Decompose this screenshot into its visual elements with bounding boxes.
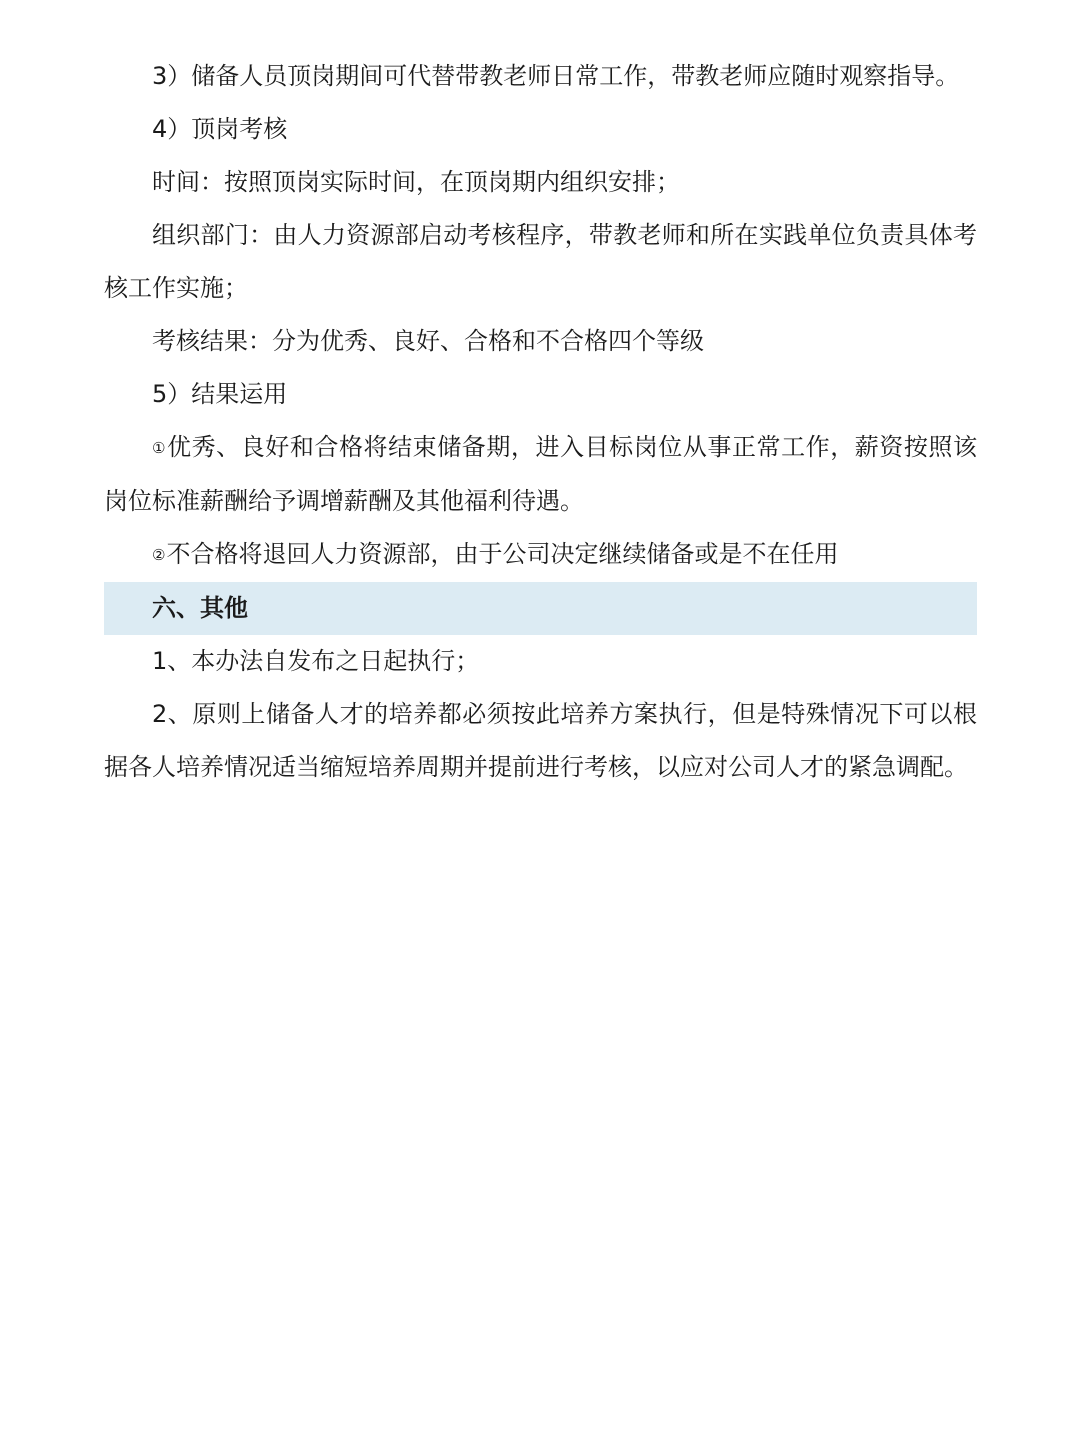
paragraph-assessment-time: 时间：按照顶岗实际时间，在顶岗期内组织安排； (152, 168, 680, 196)
result-item-pass (104, 421, 977, 528)
result-item-fail (104, 528, 977, 582)
paragraph-training-principle: 2、原则上储备人才的培养都必须按此培养方案执行，但是特殊情况下可以根据各人培养情况适当缩短培养周期并提前进行考核，以应对公司人才的紧急调配。 (104, 700, 977, 781)
result-item-text: 不合格将退回人力资源部，由于公司决定继续储备或是不在任用 (166, 540, 839, 568)
section-heading-other: 六、其他 (104, 582, 977, 635)
item-marker: ① (152, 439, 167, 457)
document-body (104, 50, 977, 794)
paragraph-assessment-result: 考核结果：分为优秀、良好、合格和不合格四个等级 (152, 327, 704, 355)
paragraph-result-usage-heading: 5）结果运用 (152, 380, 288, 408)
result-item-text: 优秀、良好和合格将结束储备期，进入目标岗位从事正常工作，薪资按照该岗位标准薪酬给予调增薪酬及其他福利待遇。 (104, 433, 977, 515)
item-marker: ② (152, 546, 166, 564)
paragraph-effective-date: 1、本办法自发布之日起执行； (152, 647, 480, 675)
paragraph-assessment-heading: 4）顶岗考核 (152, 115, 288, 143)
paragraph-assessment-department: 组织部门：由人力资源部启动考核程序，带教老师和所在实践单位负责具体考核工作实施； (104, 221, 977, 302)
paragraph-substitute-duty: 3）储备人员顶岗期间可代替带教老师日常工作，带教老师应随时观察指导。 (152, 62, 960, 90)
